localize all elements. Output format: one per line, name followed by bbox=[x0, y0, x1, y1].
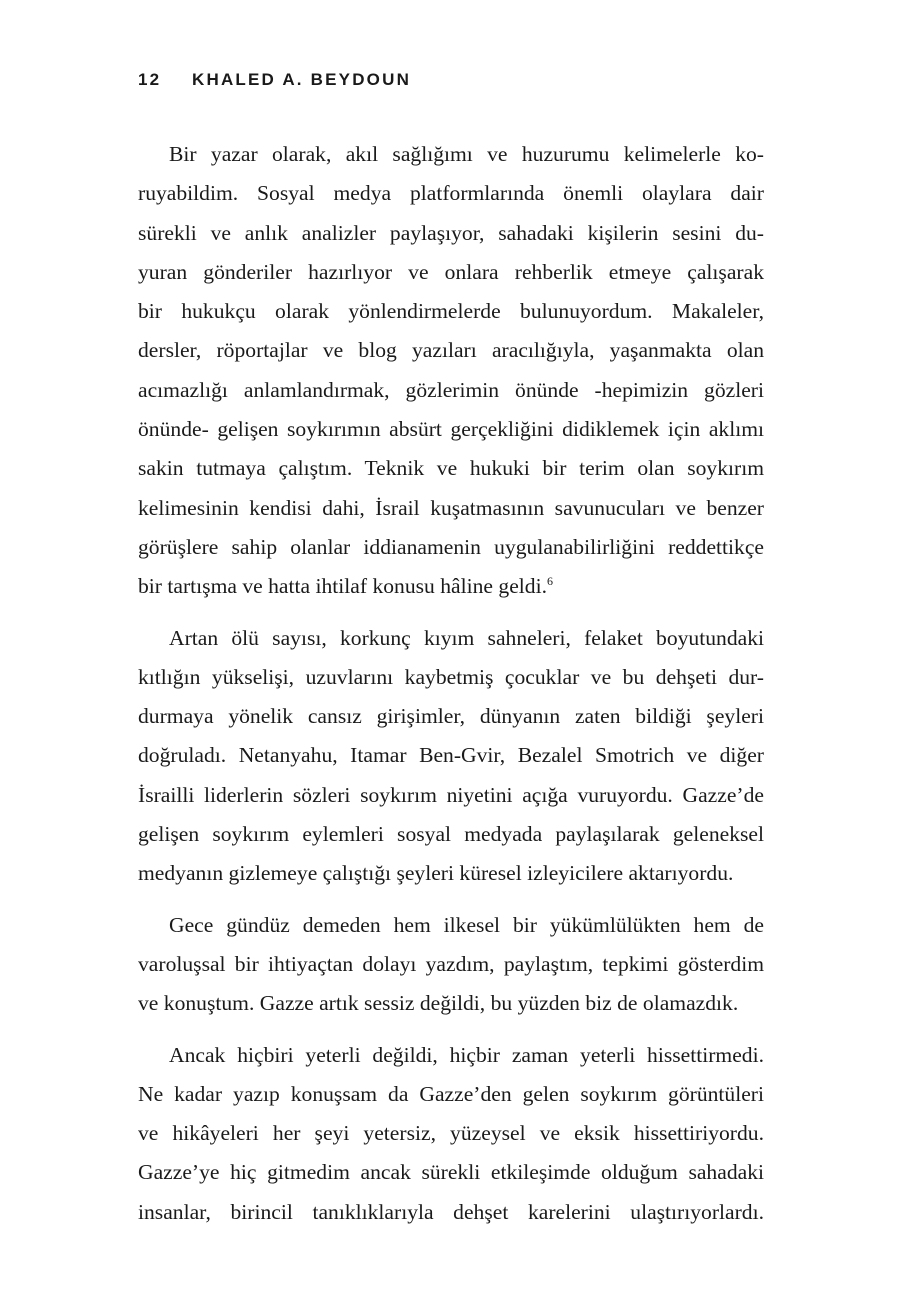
text-line: bir hukukçu olarak yönlendirmelerde bulunuyordum. Makaleler, bbox=[138, 299, 764, 324]
text-line: İsrailli liderlerin sözleri soykırım niyetini açığa vuruyordu. Gazze’de bbox=[138, 782, 764, 807]
text-line: Ancak hiçbiri yeterli değildi, hiçbir zaman yeterli hissettirmedi. bbox=[169, 1042, 764, 1067]
text-line: varoluşsal bir ihtiyaçtan dolayı yazdım, paylaştım, tepkimi gösterdim bbox=[138, 951, 764, 976]
running-head-author: KHALED A. BEYDOUN bbox=[192, 70, 412, 89]
footnote-reference[interactable]: 6 bbox=[546, 574, 553, 589]
text-line: görüşlere sahip olanlar iddianamenin uygulanabilirliğini reddettikçe bbox=[138, 534, 764, 559]
text-line: Gazze’ye hiç gitmedim ancak sürekli etkileşimde olduğum sahadaki bbox=[138, 1160, 764, 1185]
text-line: sürekli ve anlık analizler paylaşıyor, sahadaki kişilerin sesini du- bbox=[138, 220, 764, 245]
text-line: Gece gündüz demeden hem ilkesel bir yükümlülükten hem de bbox=[169, 912, 764, 937]
text-line: ve hikâyeleri her şeyi yetersiz, yüzeysel ve eksik hissettiriyordu. bbox=[138, 1121, 764, 1146]
text-line: bir tartışma ve hatta ihtilaf konusu hâline geldi. bbox=[138, 574, 547, 599]
text-line: önünde- gelişen soykırımın absürt gerçekliğini didiklemek için aklımı bbox=[138, 417, 764, 442]
body-text bbox=[138, 135, 764, 1244]
text-line: sakin tutmaya çalıştım. Teknik ve hukuki bir terim olan soykırım bbox=[138, 456, 764, 481]
text-line: durmaya yönelik cansız girişimler, dünyanın zaten bildiği şeyleri bbox=[138, 704, 764, 729]
text-line: Bir yazar olarak, akıl sağlığımı ve huzurumu kelimelerle ko- bbox=[169, 142, 764, 166]
paragraph-3 bbox=[138, 906, 764, 1024]
text-line: doğruladı. Netanyahu, Itamar Ben-Gvir, Bezalel Smotrich ve diğer bbox=[138, 743, 764, 768]
paragraph-1 bbox=[138, 135, 764, 607]
text-line: ruyabildim. Sosyal medya platformlarında önemli olaylara dair bbox=[138, 181, 764, 206]
text-line: kıtlığın yükselişi, uzuvlarını kaybetmiş çocuklar ve bu dehşeti dur- bbox=[138, 664, 764, 689]
text-line: Ne kadar yazıp konuşsam da Gazze’den gelen soykırım görüntüleri bbox=[138, 1081, 764, 1106]
text-line: ve konuştum. Gazze artık sessiz değildi, bu yüzden biz de olamazdık. bbox=[138, 991, 739, 1016]
text-line: dersler, röportajlar ve blog yazıları aracılığıyla, yaşanmakta olan bbox=[138, 338, 764, 363]
paragraph-2 bbox=[138, 619, 764, 894]
text-line: Artan ölü sayısı, korkunç kıyım sahneleri, felaket boyutundaki bbox=[169, 625, 764, 650]
text-line: gelişen soykırım eylemleri sosyal medyada paylaşılarak geleneksel bbox=[138, 822, 764, 847]
page-number: 12 bbox=[138, 70, 162, 89]
running-head bbox=[138, 70, 411, 90]
text-line: medyanın gizlemeye çalıştığı şeyleri küresel izleyicilere aktarıyordu. bbox=[138, 861, 734, 886]
paragraph-4 bbox=[138, 1036, 764, 1232]
text-line: yuran gönderiler hazırlıyor ve onlara rehberlik etmeye çalışarak bbox=[138, 259, 764, 284]
text-line-with-footnote bbox=[138, 567, 764, 606]
text-line: acımazlığı anlamlandırmak, gözlerimin önünde -hepimizin gözleri bbox=[138, 377, 764, 402]
text-line: insanlar, birincil tanıklıklarıyla dehşet karelerini ulaştırıyorlardı. bbox=[138, 1199, 764, 1224]
text-line: kelimesinin kendisi dahi, İsrail kuşatmasının savunucuları ve benzer bbox=[138, 495, 764, 520]
